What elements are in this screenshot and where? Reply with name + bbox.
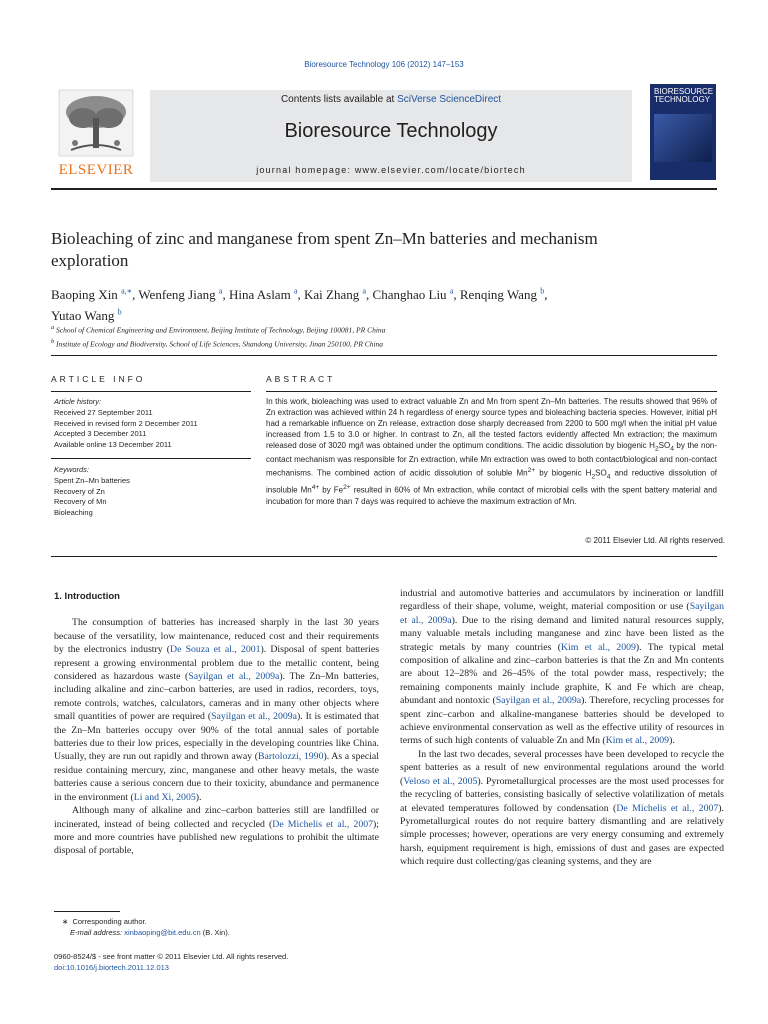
keyword: Bioleaching xyxy=(54,508,93,518)
paragraph: industrial and automotive batteries and accumulators by incineration or landfill regardless of their shape, volume, weight, material composition or use (Sayilgan et al., 2009a). Due to the rising demand and limited natural resources supply, many valuable metals including manganese and zinc have been listed as the strategic metals by many countries (Kim et al., 2009). The typical metal composition of alkaline and zinc–carbon batteries is that the Zn and Mn contents are about 12–28% and 26–45% of the total powder mass, respectively; the remaining components mainly include graphite, K and Fe which are cheap, abundant and nontoxic (Sayilgan et al., 2009a). Therefore, recycling processes for spent zinc–carbon and alkaline-manganese batteries should be developed to achieve environmental conservation as well as the effective utility of resources in terms of such high contents of valuable Zn and Mn (Kim et al., 2009). xyxy=(400,588,724,747)
sciencedirect-link[interactable]: SciVerse ScienceDirect xyxy=(397,94,502,105)
page-footer xyxy=(54,951,454,973)
paragraph: The consumption of batteries has increased sharply in the last 30 years because of the versatility, low maintenance, reduced cost and their requirements by the electronics industry (De Souza et al., 2001). Disposal of spent batteries represent a growing environmental problem due to the metallic content, being considered as hazardous waste (Sayilgan et al., 2009a). The Zn–Mn batteries, including alkaline and zinc–carbon batteries, are used in radios, recorders, toys, remote controls, watches, calculators, cameras and in many other objects where small quantities of power are required (Sayilgan et al., 2009a). It is estimated that the Zn–Mn batteries occupy over 90% of the total annual sales of portable batteries due to their low prices, especially in the developing countries like China. Usually, they are run out rapidly and thrown away (Bartolozzi, 1990). As a special residue containing mercury, zinc, manganese and other heavy metals, the waste batteries cause a serious concern due to their toxicity, abundance and permanence in the environment (Li and Xi, 2005). xyxy=(54,617,380,803)
author: Renqing Wang $^b$, xyxy=(459,287,548,303)
history-item: Received in revised form 2 December 2011 xyxy=(54,418,198,428)
journal-name: Bioresource Technology xyxy=(284,120,498,142)
history-item: Accepted 3 December 2011 xyxy=(54,429,147,439)
copyright: © 2011 Elsevier Ltd. All rights reserved. xyxy=(585,536,725,545)
history-label: Article history: xyxy=(54,397,102,406)
footnote xyxy=(54,916,379,938)
reference-link[interactable]: Sayilgan et al., 2009a xyxy=(495,695,582,707)
divider xyxy=(51,355,717,356)
affiliation: $^a$ School of Chemical Engineering and Environment, Beijing Institute of Technology, Beijing 100081, PR China xyxy=(51,324,386,335)
keyword: Recovery of Zn xyxy=(54,486,105,496)
author: Changhao Liu $^a$, xyxy=(372,287,457,303)
reference-link[interactable]: Veloso et al., 2005 xyxy=(403,775,478,787)
contents-line xyxy=(150,94,632,105)
cover-graphic xyxy=(654,114,712,162)
author: Kai Zhang $^a$, xyxy=(304,287,370,303)
author: Wenfeng Jiang $^a$, xyxy=(138,287,226,303)
elsevier-logo xyxy=(51,88,141,178)
body-column-left xyxy=(54,590,379,858)
affiliation: $^b$ Institute of Ecology and Biodiversity, School of Life Sciences, Shandong University, Jinan 250100, PR China xyxy=(51,337,384,348)
divider xyxy=(51,556,717,557)
paragraph: In the last two decades, several processes have been developed to recycle the spent batteries as a result of new environmental regulations around the world (Veloso et al., 2005). Pyrometallurgical processes are the most used processes for the recycling of batteries, consisting basically of selective volatilization of metals at elevated temperatures followed by condensation (De Michelis et al., 2007). Pyrometallurgical routes do not require battery dismantling and are relatively simple processes; however, operations are very energy consuming and extremely harsh, equipment requirement is high, emissions of dust and gases are expected which require dust collecting/gas cleaning systems, and they are xyxy=(400,748,725,868)
reference-link[interactable]: Kim et al., 2009 xyxy=(560,641,636,653)
history-item: Received 27 September 2011 xyxy=(54,407,153,417)
keyword: Recovery of Mn xyxy=(54,497,107,507)
section-title: 1. Introduction xyxy=(54,591,120,602)
journal-banner xyxy=(150,90,632,182)
corresponding-note: ∗ Corresponding author. xyxy=(62,917,147,926)
reference-link[interactable]: De Michelis et al., 2007 xyxy=(616,802,719,814)
reference-link[interactable]: De Souza et al., 2001 xyxy=(170,644,261,656)
issn-line: 0960-8524/$ - see front matter © 2011 Elsevier Ltd. All rights reserved. xyxy=(54,952,289,961)
keywords xyxy=(54,465,254,519)
divider xyxy=(266,391,717,392)
history-item: Available online 13 December 2011 xyxy=(54,440,172,450)
divider xyxy=(51,391,251,392)
contents-prefix: Contents lists available at xyxy=(280,94,398,105)
reference-link[interactable]: Sayilgan et al., 2009a xyxy=(400,601,724,626)
reference-link[interactable]: Bartolozzi, 1990 xyxy=(258,751,324,763)
author: Yutao Wang $^b$ xyxy=(51,307,122,323)
article-info-heading: ARTICLE INFO xyxy=(51,374,146,384)
email-note: E-mail address: xinbaoping@bit.edu.cn (B. Xin). xyxy=(70,928,230,937)
author: Hina Aslam $^a$, xyxy=(228,287,301,303)
abstract-heading: ABSTRACT xyxy=(266,374,336,384)
journal-citation[interactable]: Bioresource Technology 106 (2012) 147–153 xyxy=(304,60,464,69)
article-title: Bioleaching of zinc and manganese from spent Zn–Mn batteries and mechanism exploration xyxy=(51,229,598,270)
divider xyxy=(51,458,251,459)
email-link[interactable]: xinbaoping@bit.edu.cn xyxy=(124,928,201,937)
author: Baoping Xin $^{a,∗}$, xyxy=(51,287,136,303)
keywords-label: Keywords: xyxy=(54,465,90,474)
reference-link[interactable]: De Michelis et al., 2007 xyxy=(272,818,374,830)
cover-title: BIORESOURCE TECHNOLOGY xyxy=(654,87,714,104)
body-column-right xyxy=(400,587,724,869)
paragraph: Although many of alkaline and zinc–carbon batteries still are landfilled or incinerated, instead of being collected and recycled (De Michelis et al., 2007); more and more countries have published new regulations to prohibit the ultimate disposal of portable, xyxy=(54,805,379,857)
reference-link[interactable]: Sayilgan et al., 2009a xyxy=(188,671,280,683)
reference-link[interactable]: Kim et al., 2009 xyxy=(605,735,670,747)
publisher-name: ELSEVIER xyxy=(58,162,134,178)
reference-link[interactable]: Li and Xi, 2005 xyxy=(133,791,196,803)
abstract-text: In this work, bioleaching was used to extract valuable Zn and Mn from spent Zn–Mn batteries. The results showed that 96% of Zn extraction was achieved within 24 h regardless of energy source types and bioleaching bacteria species. However, initial pH had a remarkable influence on Zn release, extraction dose sharply decreased from 2200 to 500 mg/l when the initial pH value increased from 1.5 to 3.0 or higher. In contrast to Zn, all the tested factors evidently affected Mn extraction; the maximum released dose of 3020 mg/l was obtained under the optimum conditions. The acidic dissolution by biogenic $H_2SO_4$ by the non-contact mechanism was responsible for Zn extraction, while Mn extraction was owed to both contact/biological and non-contact mechanisms. The combined action of acidic dissolution of soluble $Mn^{2+}$ by biogenic $H_2SO_4$ and reductive dissolution of insoluble $Mn^{4+}$ by $Fe^{2+}$ resulted in 60% of Mn extraction, while contact of microbial cells with the spent battery material and incubation for more than 7 days was required to achieve the maximum extraction of Mn. xyxy=(266,397,718,506)
keyword: Spent Zn–Mn batteries xyxy=(54,475,130,485)
doi-link[interactable]: doi:10.1016/j.biortech.2011.12.013 xyxy=(54,963,169,972)
header-rule xyxy=(51,188,717,190)
author-list xyxy=(51,283,691,324)
reference-link[interactable]: Sayilgan et al., 2009a xyxy=(211,711,297,723)
footnote-rule xyxy=(54,911,120,912)
journal-homepage[interactable]: journal homepage: www.elsevier.com/locate/biortech xyxy=(256,165,526,175)
affiliations xyxy=(51,322,691,349)
article-history xyxy=(54,397,254,451)
journal-cover xyxy=(650,84,716,180)
